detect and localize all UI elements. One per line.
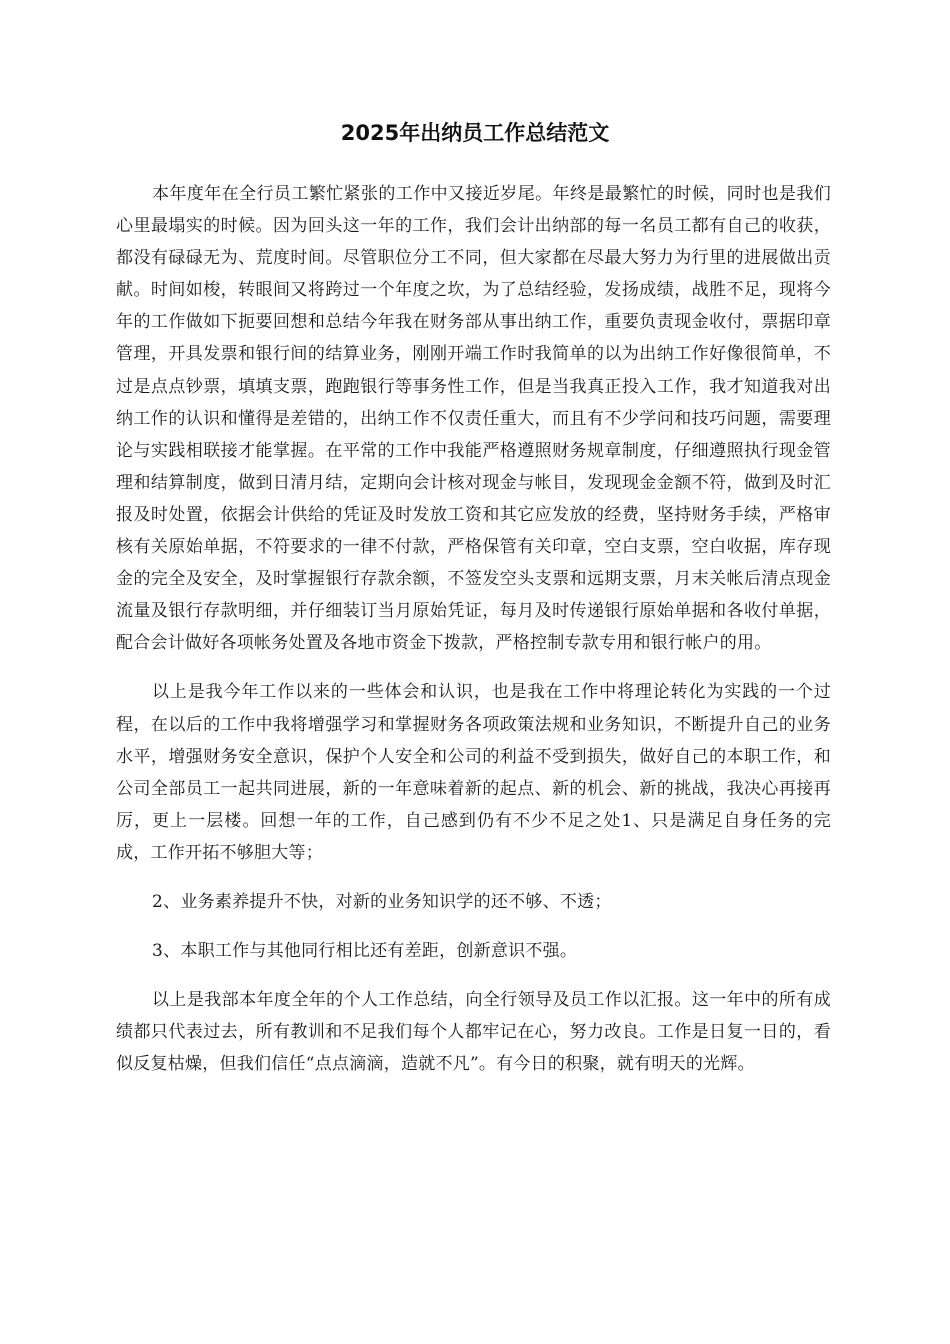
document-title: 2025年出纳员工作总结范文	[340, 121, 610, 145]
paragraph-conclusion: 以上是我部本年度全年的个人工作总结，向全行领导及员工作以汇报。这一年中的所有成绩都只代表过去，所有教训和不足我们每个人都牢记在心，努力改良。工作是日复一日的，看似反复枯燥，但我们信任“点点滴滴，造就不凡”。有今日的积聚，就有明天的光辉。	[116, 990, 831, 1075]
list-item-3: 3、本职工作与其他同行相比还有差距，创新意识不强。	[152, 941, 578, 962]
paragraph-intro: 本年度年在全行员工繁忙紧张的工作中又接近岁尾。年终是最繁忙的时候，同时也是我们心里最塌实的时候。因为回头这一年的工作，我们会计出纳部的每一名员工都有自己的收获，都没有碌碌无为、荒度时间。尽管职位分工不同，但大家都在尽最大努力为行里的进展做出贡献。时间如梭，转眼间又将跨过一个年度之坎，为了总结经验，发扬成绩，战胜不足，现将今年的工作做如下扼要回想和总结今年我在财务部从事出纳工作，重要负责现金收付，票据印章管理，开具发票和银行间的结算业务，刚刚开端工作时我简单的以为出纳工作好像很简单，不过是点点钞票，填填支票，跑跑银行等事务性工作，但是当我真正投入工作，我才知道我对出纳工作的认识和懂得是差错的，出纳工作不仅责任重大，而且有不少学问和技巧问题，需要理论与实践相联接才能掌握。在平常的工作中我能严格遵照财务规章制度，仔细遵照执行现金管理和结算制度，做到日清月结，定期向会计核对现金与帐目，发现现金金额不符，做到及时汇报及时处置，依据会计供给的凭证及时发放工资和其它应发放的经费，坚持财务手续，严格审核有关原始单据，不符要求的一律不付款，严格保管有关印章，空白支票，空白收据，库存现金的完全及安全，及时掌握银行存款余额，不签发空头支票和远期支票，月末关帐后清点现金流量及银行存款明细，并仔细装订当月原始凭证，每月及时传递银行原始单据和各收付单据，配合会计做好各项帐务处置及各地市资金下拨款，严格控制专款专用和银行帐户的用。	[116, 184, 831, 654]
list-item-2: 2、业务素养提升不快，对新的业务知识学的还不够、不透；	[152, 891, 612, 912]
paragraph-reflection: 以上是我今年工作以来的一些体会和认识，也是我在工作中将理论转化为实践的一个过程，在以后的工作中我将增强学习和掌握财务各项政策法规和业务知识，不断提升自己的业务水平，增强财务安全意识，保护个人安全和公司的利益不受到损失，做好自己的本职工作，和公司全部员工一起共同进展，新的一年意味着新的起点、新的机会、新的挑战，我决心再接再厉，更上一层楼。回想一年的工作，自己感到仍有不少不足之处1、只是满足自身任务的完成，工作开拓不够胆大等；	[116, 682, 831, 863]
document-body	[116, 178, 831, 1097]
